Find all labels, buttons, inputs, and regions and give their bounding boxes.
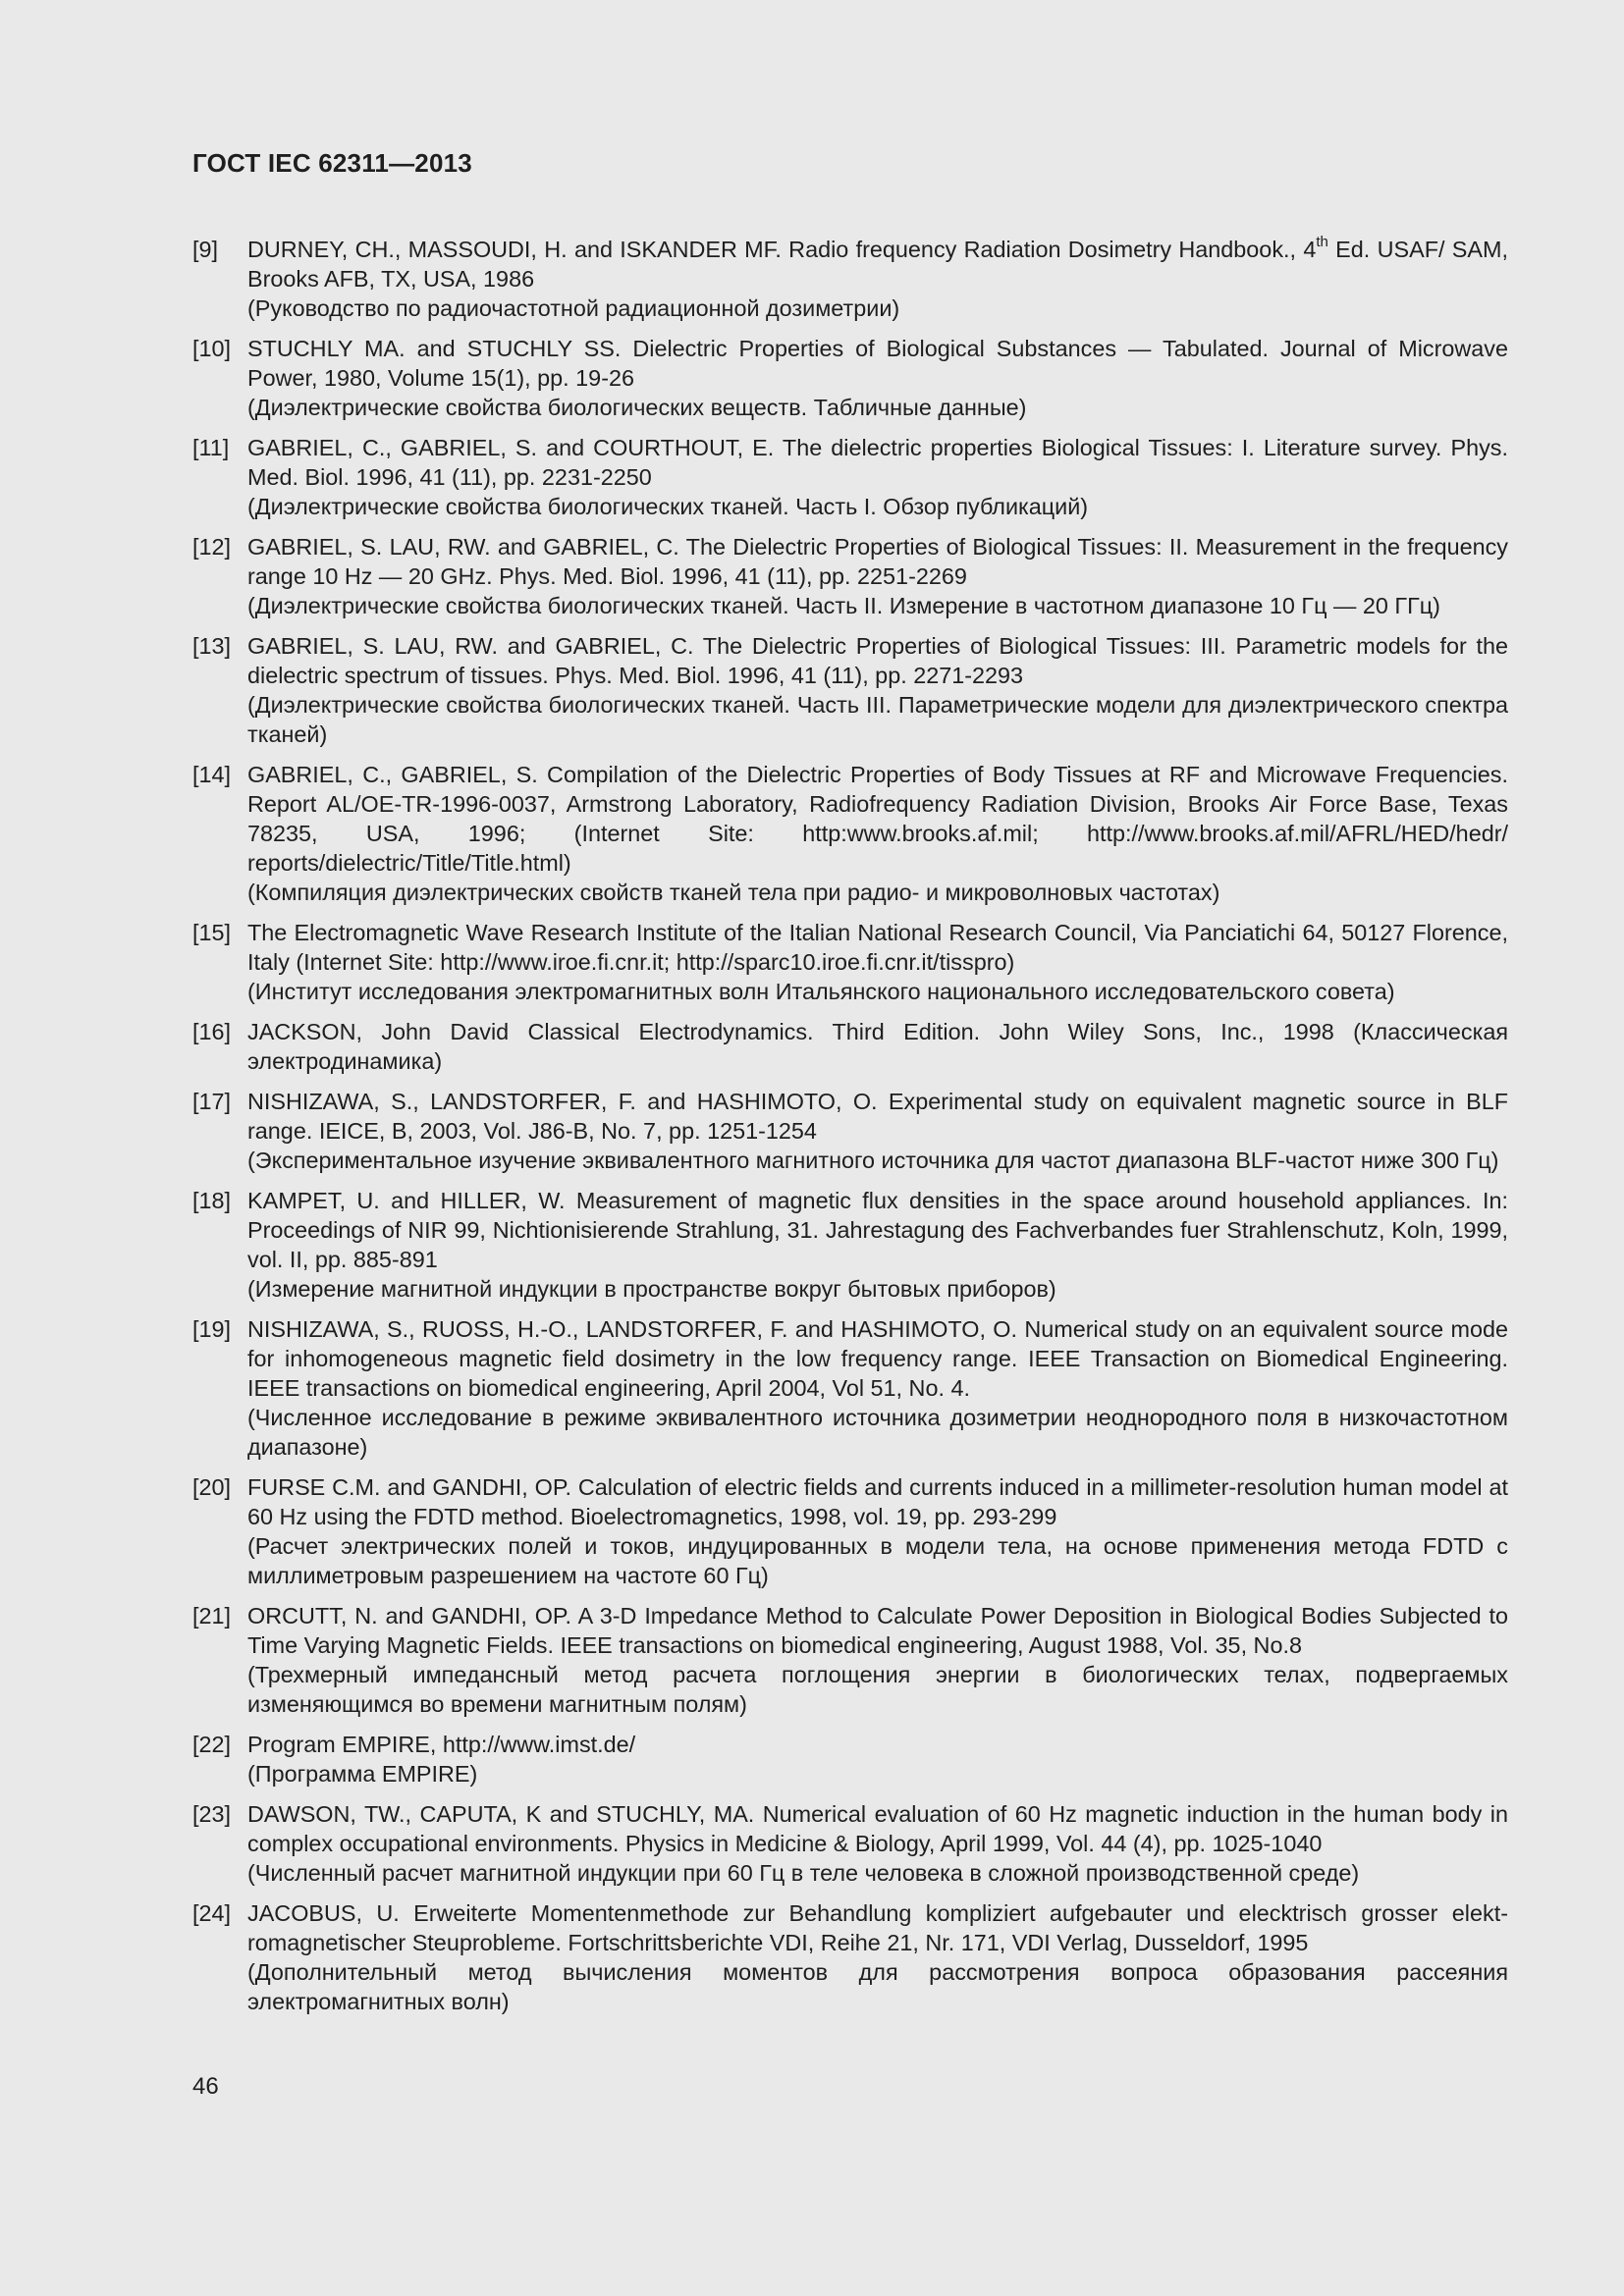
reference-22 bbox=[192, 1730, 1508, 1789]
reference-number: [14] bbox=[192, 762, 232, 787]
reference-translation: (Институт исследования электромагнитных волн Итальянского национального исследовательского совета) bbox=[247, 979, 1395, 1004]
page-number: 46 bbox=[192, 2073, 219, 2100]
reference-number: [18] bbox=[192, 1188, 232, 1213]
reference-number: [11] bbox=[192, 435, 230, 460]
reference-number: [22] bbox=[192, 1732, 232, 1757]
reference-translation: (Компиляция диэлектрических свойств тканей тела при радио- и микроволновых частотах) bbox=[247, 880, 1220, 905]
reference-citation-part: Ed. USAF/ SAM, Brooks AFB, TX, USA, 1986 bbox=[247, 237, 1508, 292]
reference-18 bbox=[192, 1186, 1508, 1304]
reference-citation: JACOBUS, U. Erweiterte Momentenmethode zur Behandlung kompliziert aufgebauter und elecktrisch grosser elektromagnetischer Steuprobleme. Fortschrittsberichte VDI, Reihe 21, Nr. 171, VDI Verlag, Dusseldorf, 1995 bbox=[247, 1900, 1508, 1955]
reference-body bbox=[247, 334, 1508, 422]
reference-citation bbox=[247, 235, 1508, 294]
reference-19 bbox=[192, 1314, 1508, 1462]
reference-body bbox=[247, 532, 1508, 620]
reference-citation: GABRIEL, S. LAU, RW. and GABRIEL, C. The Dielectric Properties of Biological Tissues: III. Parametric models for the dielectric spectrum of tissues. Phys. Med. Biol. 1996, 41 (11), pp. 2271-2293 bbox=[247, 633, 1508, 688]
reference-14 bbox=[192, 760, 1508, 907]
reference-body bbox=[247, 235, 1508, 323]
reference-11 bbox=[192, 433, 1508, 521]
reference-translation: (Дополнительный метод вычисления моментов для рассмотрения вопроса образования рассеяния электромагнитных волн) bbox=[247, 1959, 1508, 2014]
reference-body bbox=[247, 760, 1508, 907]
reference-citation: NISHIZAWA, S., LANDSTORFER, F. and HASHIMOTO, O. Experimental study on equivalent magnetic source in BLF range. IEICE, B, 2003, Vol. J86-B, No. 7, pp. 1251-1254 bbox=[247, 1089, 1508, 1144]
reference-body bbox=[247, 1898, 1508, 2016]
reference-15 bbox=[192, 918, 1508, 1006]
reference-number: [13] bbox=[192, 633, 232, 659]
reference-number: [24] bbox=[192, 1900, 232, 1926]
reference-number: [10] bbox=[192, 336, 232, 361]
reference-number: [16] bbox=[192, 1019, 232, 1044]
reference-12 bbox=[192, 532, 1508, 620]
reference-translation: (Измерение магнитной индукции в пространстве вокруг бытовых приборов) bbox=[247, 1276, 1056, 1302]
reference-24 bbox=[192, 1898, 1508, 2016]
reference-citation: KAMPET, U. and HILLER, W. Measurement of magnetic flux densities in the space around household appliances. In: Proceedings of NIR 99, Nichtionisierende Strahlung, 31. Jahrestagung des Fachverbandes fuer Strahlenschutz, Koln, 1999, vol. II, pp. 885-891 bbox=[247, 1188, 1508, 1272]
reference-translation: (Диэлектрические свойства биологических тканей. Часть I. Обзор публикаций) bbox=[247, 494, 1089, 519]
reference-translation: (Расчет электрических полей и токов, индуцированных в модели тела, на основе применения метода FDTD с миллиметровым разрешением на частоте 60 Гц) bbox=[247, 1533, 1508, 1588]
reference-body bbox=[247, 631, 1508, 749]
reference-number: [12] bbox=[192, 534, 232, 560]
reference-body bbox=[247, 1472, 1508, 1590]
reference-citation: GABRIEL, S. LAU, RW. and GABRIEL, C. The Dielectric Properties of Biological Tissues: II. Measurement in the frequency range 10 Hz — 20 GHz. Phys. Med. Biol. 1996, 41 (11), pp. 2251-2269 bbox=[247, 534, 1508, 589]
reference-translation: (Диэлектрические свойства биологических тканей. Часть II. Измерение в частотном диапазоне 10 Гц — 20 ГГц) bbox=[247, 593, 1440, 618]
reference-body bbox=[247, 1730, 1508, 1789]
reference-number: [20] bbox=[192, 1474, 232, 1500]
reference-citation: DAWSON, TW., CAPUTA, K and STUCHLY, MA. Numerical evaluation of 60 Hz magnetic induction in the human body in complex occupational environments. Physics in Medicine & Biology, April 1999, Vol. 44 (4), pp. 1025-1040 bbox=[247, 1801, 1508, 1856]
reference-9 bbox=[192, 235, 1508, 323]
reference-citation: FURSE C.M. and GANDHI, OP. Calculation of electric fields and currents induced in a millimeter-resolution human model at 60 Hz using the FDTD method. Bioelectromagnetics, 1998, vol. 19, pp. 293-299 bbox=[247, 1474, 1508, 1529]
reference-number: [23] bbox=[192, 1801, 232, 1827]
reference-citation: GABRIEL, C., GABRIEL, S. Compilation of the Dielectric Properties of Body Tissues at RF and Microwave Frequencies. Report AL/OE-TR-1996-0037, Armstrong Laboratory, Radiofrequency Radiation Division, Brooks Air Force Base, Texas 78235, USA, 1996; (Internet Site: http:www.brooks.af.mil; http://www.brooks.af.mil/AFRL/HED/hedr/ reports/dielectric/Title/Title.html) bbox=[247, 762, 1508, 876]
bibliography-list bbox=[192, 235, 1508, 2027]
reference-body bbox=[247, 1186, 1508, 1304]
reference-body bbox=[247, 1601, 1508, 1719]
reference-20 bbox=[192, 1472, 1508, 1590]
reference-translation: (Численное исследование в режиме эквивалентного источника дозиметрии неоднородного поля в низкочастотном диапазоне) bbox=[247, 1405, 1508, 1460]
reference-citation: NISHIZAWA, S., RUOSS, H.-O., LANDSTORFER, F. and HASHIMOTO, O. Numerical study on an equivalent source mode for inhomogeneous magnetic field dosimetry in the low frequency range. IEEE Transaction on Biomedical Engineering. IEEE transactions on biomedical engineering, April 2004, Vol 51, No. 4. bbox=[247, 1316, 1508, 1401]
reference-number: [9] bbox=[192, 237, 219, 262]
reference-body bbox=[247, 1314, 1508, 1462]
reference-citation: ORCUTT, N. and GANDHI, OP. A 3-D Impedance Method to Calculate Power Deposition in Biological Bodies Subjected to Time Varying Magnetic Fields. IEEE transactions on biomedical engineering, August 1988, Vol. 35, No.8 bbox=[247, 1603, 1508, 1658]
reference-citation-part: DURNEY, CH., MASSOUDI, H. and ISKANDER MF. Radio frequency Radiation Dosimetry Handbook., 4 bbox=[247, 237, 1317, 262]
reference-citation: GABRIEL, C., GABRIEL, S. and COURTHOUT, E. The dielectric properties Biological Tissues: I. Literature survey. Phys. Med. Biol. 1996, 41 (11), pp. 2231-2250 bbox=[247, 435, 1508, 490]
reference-body bbox=[247, 433, 1508, 521]
reference-body bbox=[247, 1087, 1508, 1175]
reference-citation: JACKSON, John David Classical Electrodynamics. Third Edition. John Wiley Sons, Inc., 1998 (Классическая электродинамика) bbox=[247, 1019, 1508, 1074]
reference-translation: (Трехмерный импедансный метод расчета поглощения энергии в биологических телах, подвергаемых изменяющимся во времени магнитным полям) bbox=[247, 1662, 1508, 1717]
reference-translation: (Численный расчет магнитной индукции при 60 Гц в теле человека в сложной производственной среде) bbox=[247, 1860, 1360, 1886]
reference-citation: The Electromagnetic Wave Research Institute of the Italian National Research Council, Via Panciatichi 64, 50127 Florence, Italy (Internet Site: http://www.iroe.fi.cnr.it; http://sparc10.iroe.fi.cnr.it/tisspro) bbox=[247, 920, 1508, 975]
reference-number: [17] bbox=[192, 1089, 232, 1114]
reference-citation: STUCHLY MA. and STUCHLY SS. Dielectric Properties of Biological Substances — Tabulated. Journal of Microwave Power, 1980, Volume 15(1), pp. 19-26 bbox=[247, 336, 1508, 391]
reference-body bbox=[247, 1017, 1508, 1076]
ordinal-superscript: th bbox=[1316, 234, 1328, 251]
reference-17 bbox=[192, 1087, 1508, 1175]
page-header-standard-id: ГОСТ IEC 62311—2013 bbox=[192, 148, 472, 178]
reference-body bbox=[247, 1799, 1508, 1888]
reference-translation: (Экспериментальное изучение эквивалентного магнитного источника для частот диапазона BLF-частот ниже 300 Гц) bbox=[247, 1148, 1499, 1173]
reference-13 bbox=[192, 631, 1508, 749]
reference-translation: (Диэлектрические свойства биологических тканей. Часть III. Параметрические модели для диэлектрического спектра тканей) bbox=[247, 692, 1508, 747]
reference-16 bbox=[192, 1017, 1508, 1076]
reference-10 bbox=[192, 334, 1508, 422]
reference-translation: (Программа EMPIRE) bbox=[247, 1761, 478, 1787]
reference-citation: Program EMPIRE, http://www.imst.de/ bbox=[247, 1732, 636, 1757]
reference-translation: (Диэлектрические свойства биологических веществ. Табличные данные) bbox=[247, 395, 1027, 420]
reference-number: [19] bbox=[192, 1316, 232, 1342]
reference-body bbox=[247, 918, 1508, 1006]
reference-number: [21] bbox=[192, 1603, 232, 1629]
reference-21 bbox=[192, 1601, 1508, 1719]
reference-23 bbox=[192, 1799, 1508, 1888]
reference-translation: (Руководство по радиочастотной радиационной дозиметрии) bbox=[247, 295, 900, 321]
reference-number: [15] bbox=[192, 920, 232, 945]
